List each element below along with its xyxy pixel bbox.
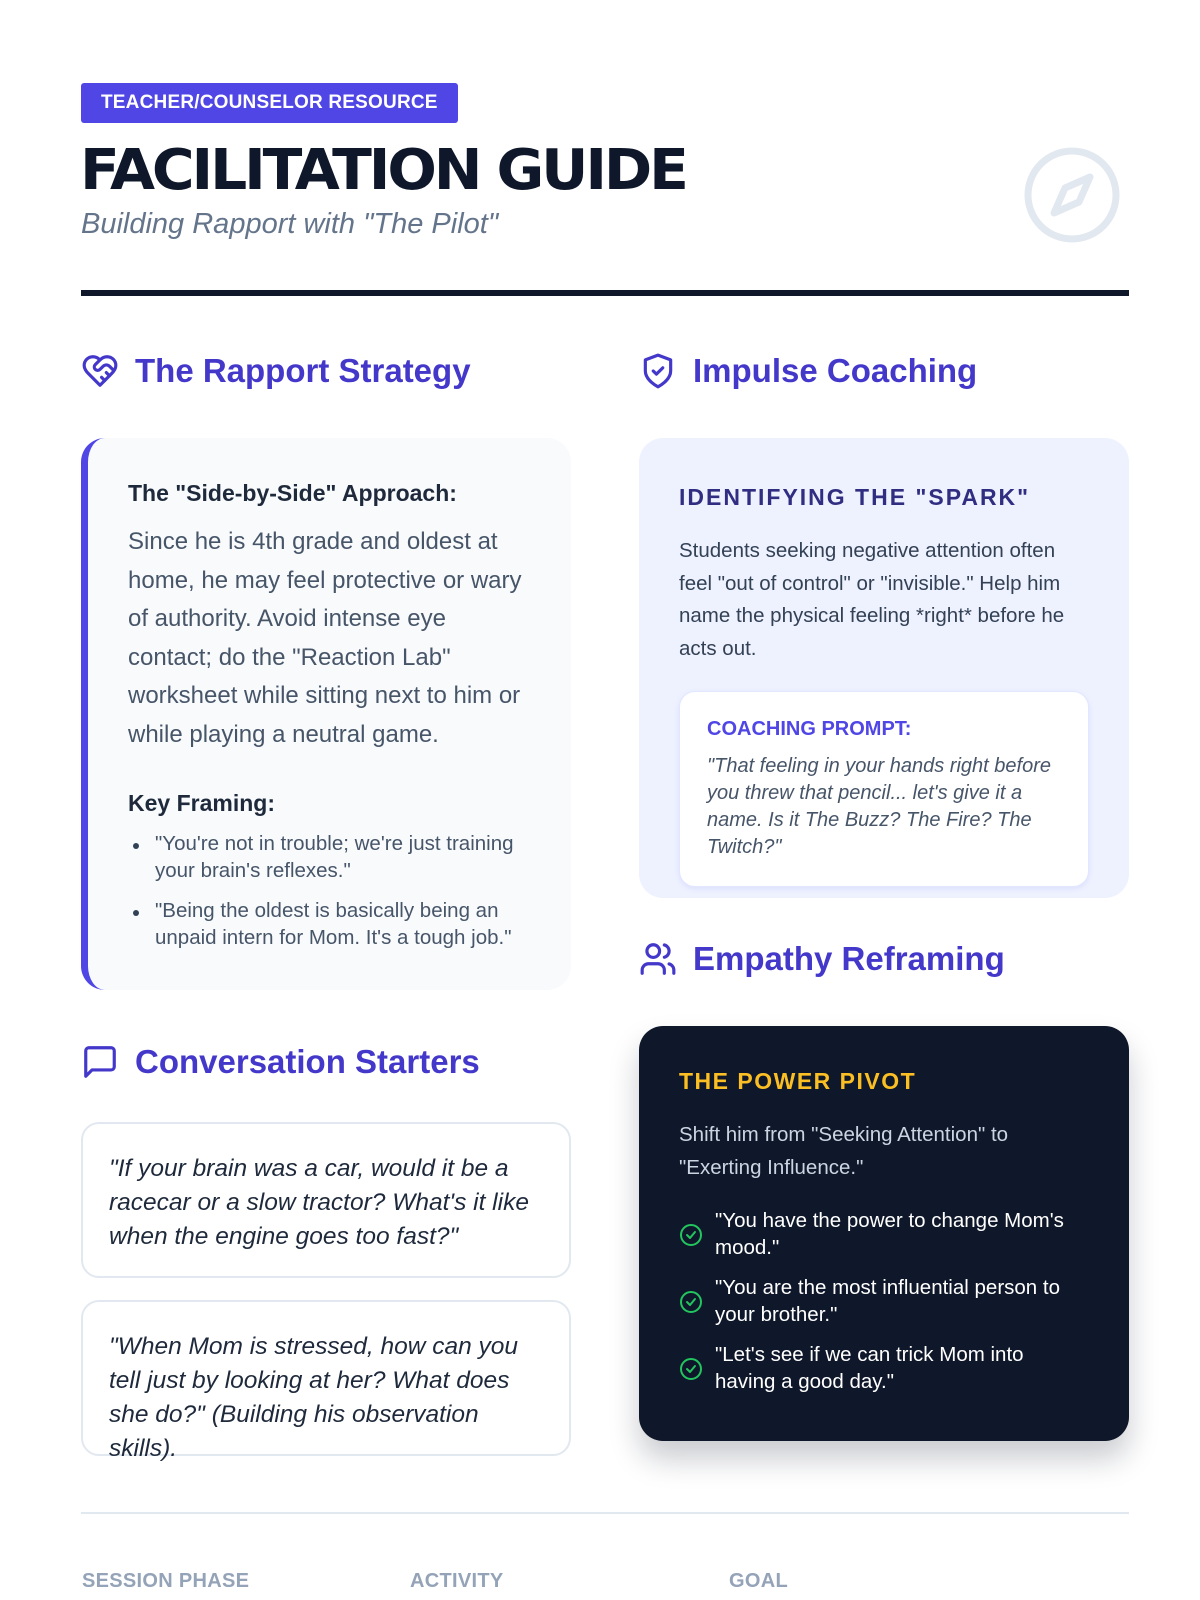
coaching-prompt-box	[679, 691, 1089, 887]
prompt-label: COACHING PROMPT:	[707, 718, 912, 740]
key-framing-list	[128, 831, 531, 951]
empathy-heading-text: Empathy Reframing	[693, 940, 1005, 977]
shield-check-icon	[639, 352, 677, 390]
prompt-text: "That feeling in your hands right before you threw that pencil... let's give it a name. Is it The Buzz? The Fire? The Twitch?"	[707, 755, 1051, 858]
heart-handshake-icon	[81, 352, 119, 390]
approach-body: Since he is 4th grade and oldest at home, he may feel protective or wary of authority. Avoid intense eye contact; do the "Reaction Lab" worksheet while sitting next to him or while playing a neutral game.	[128, 528, 522, 748]
list-item: "You're not in trouble; we're just training your brain's reflexes."	[128, 831, 531, 884]
conversation-starter-card	[81, 1300, 571, 1462]
column-header-goal: GOAL	[729, 1570, 788, 1592]
starter-text: "If your brain was a car, would it be a racecar or a slow tractor? What's it like when the engine goes too fast?"	[109, 1155, 529, 1250]
pivot-item-text: "You have the power to change Mom's mood."	[715, 1209, 1064, 1259]
conversation-section-heading	[81, 1043, 480, 1081]
empathy-section-heading	[639, 940, 1005, 978]
approach-title: The "Side-by-Side" Approach:	[128, 480, 457, 506]
page-title: FACILITATION GUIDE	[80, 138, 686, 203]
page-subtitle: Building Rapport with "The Pilot"	[81, 208, 499, 240]
list-item: "Being the oldest is basically being an unpaid intern for Mom. It's a tough job."	[128, 898, 531, 951]
conversation-heading-text: Conversation Starters	[135, 1043, 480, 1080]
impulse-section-heading	[639, 352, 977, 390]
users-icon	[639, 940, 677, 978]
column-header-activity: ACTIVITY	[410, 1570, 504, 1592]
check-circle-icon	[679, 1223, 703, 1247]
starter-text: "When Mom is stressed, how can you tell just by looking at her? What does she do?" (Building his observation skills).	[109, 1333, 519, 1462]
impulse-body: Students seeking negative attention often feel "out of control" or "invisible." Help him name the physical feeling *right* before he acts out.	[679, 539, 1065, 660]
resource-badge: TEACHER/COUNSELOR RESOURCE	[81, 83, 458, 123]
pivot-body: Shift him from "Seeking Attention" to "Exerting Influence."	[679, 1123, 1009, 1179]
rapport-section-heading	[81, 352, 471, 390]
list-item	[679, 1342, 1089, 1395]
footer-divider	[81, 1512, 1129, 1514]
impulse-card	[639, 438, 1129, 898]
rapport-heading-text: The Rapport Strategy	[135, 352, 471, 389]
pivot-title: THE POWER PIVOT	[679, 1068, 917, 1094]
check-circle-icon	[679, 1357, 703, 1381]
chat-bubble-icon	[81, 1043, 119, 1081]
check-circle-icon	[679, 1290, 703, 1314]
power-pivot-card	[639, 1026, 1129, 1441]
impulse-heading-text: Impulse Coaching	[693, 352, 978, 389]
pivot-item-text: "You are the most influential person to your brother."	[715, 1276, 1060, 1326]
key-framing-title: Key Framing:	[128, 790, 275, 816]
header-divider	[81, 290, 1129, 296]
rapport-card	[81, 438, 571, 990]
pivot-list	[679, 1208, 1089, 1395]
list-item	[679, 1275, 1089, 1328]
list-item	[679, 1208, 1089, 1261]
spark-title: IDENTIFYING THE "SPARK"	[679, 484, 1031, 510]
column-header-session-phase: SESSION PHASE	[82, 1570, 250, 1592]
pivot-item-text: "Let's see if we can trick Mom into having a good day."	[715, 1343, 1024, 1393]
compass-icon	[1022, 145, 1122, 245]
conversation-starter-card	[81, 1122, 571, 1278]
